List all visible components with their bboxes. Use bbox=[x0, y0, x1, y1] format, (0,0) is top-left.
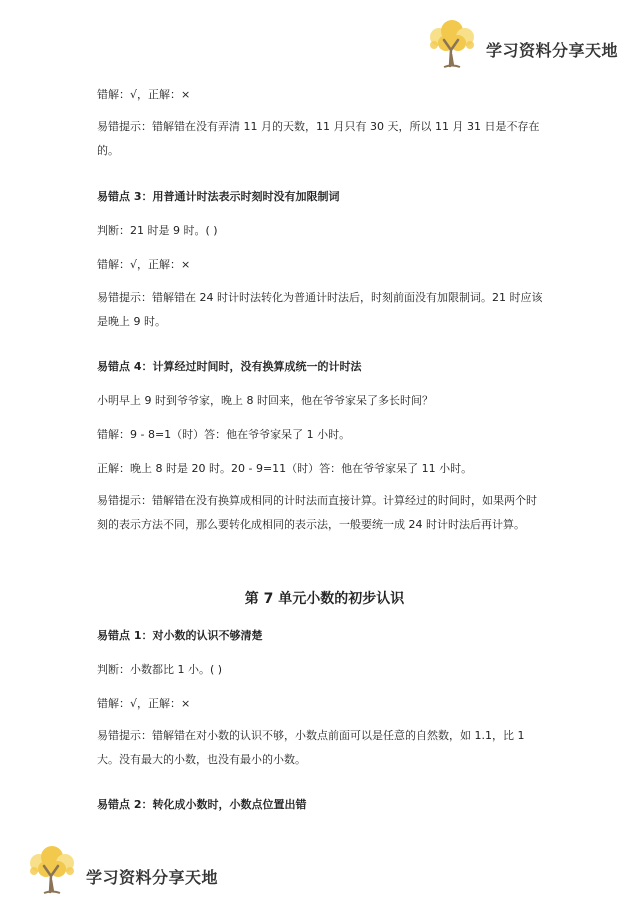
brand-name: 学习资料分享天地 bbox=[486, 40, 619, 60]
paragraph: 判断：21 时是 9 时。( ) bbox=[97, 224, 218, 237]
footer-logo bbox=[24, 846, 218, 896]
tree-icon bbox=[24, 846, 80, 896]
paragraph: 错解：√，正解：× bbox=[97, 88, 191, 101]
paragraph: 易错提示：错解错在对小数的认识不够，小数点前面可以是任意的自然数，如 1.1，比 1 大。没有最大的小数，也没有最小的小数。 bbox=[97, 729, 525, 766]
paragraph: 易错提示：错解错在没有弄清 11 月的天数，11 月只有 30 天，所以 11 月 31 日是不存在的。 bbox=[97, 120, 540, 157]
brand-name: 学习资料分享天地 bbox=[86, 867, 219, 887]
section-heading: 易错点 4：计算经过时间时，没有换算成统一的计时法 bbox=[97, 360, 362, 373]
paragraph: 易错提示：错解错在 24 时计时法转化为普通计时法后，时刻前面没有加限制词。21 时应该是晚上 9 时。 bbox=[97, 291, 543, 328]
paragraph: 错解：√，正解：× bbox=[97, 697, 191, 710]
section-heading: 易错点 2：转化成小数时，小数点位置出错 bbox=[97, 798, 307, 811]
tree-icon bbox=[424, 20, 480, 70]
paragraph: 小明早上 9 时到爷爷家，晚上 8 时回来，他在爷爷家呆了多长时间？ bbox=[97, 394, 433, 407]
paragraph: 错解：9 - 8=1（时）答：他在爷爷家呆了 1 小时。 bbox=[97, 428, 351, 441]
paragraph: 错解：√，正解：× bbox=[97, 258, 191, 271]
unit-title: 第 7 单元小数的初步认识 bbox=[244, 591, 405, 607]
paragraph: 易错提示：错解错在没有换算成相同的计时法而直接计算。计算经过的时间时，如果两个时刻的表示方法不同，那么要转化成相同的表示法，一般要统一成 24 时计时法后再计算。 bbox=[97, 494, 537, 531]
section-heading: 易错点 3：用普通计时法表示时刻时没有加限制词 bbox=[97, 190, 340, 203]
paragraph: 正解：晚上 8 时是 20 时。20 - 9=11（时）答：他在爷爷家呆了 11 小时。 bbox=[97, 462, 473, 475]
paragraph: 判断：小数都比 1 小。( ) bbox=[97, 663, 223, 676]
section-heading: 易错点 1：对小数的认识不够清楚 bbox=[97, 629, 263, 642]
header-logo bbox=[424, 20, 618, 70]
